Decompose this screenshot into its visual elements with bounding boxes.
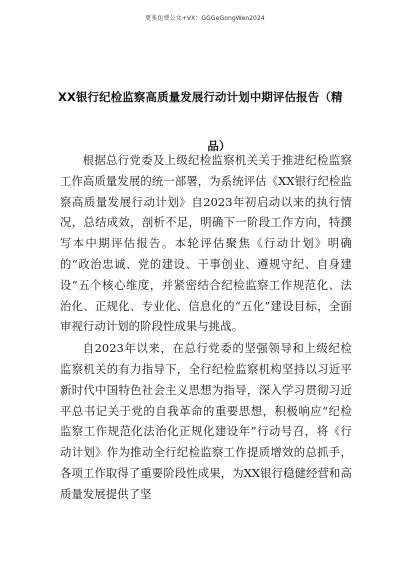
header-watermark-note: 更多免费公文+VX：GGGeGongWen2024	[145, 15, 265, 22]
body-paragraph-2: 自2023年以来，在总行党委的坚强领导和上级纪检监察机关的有力指导下，全行纪检监察机构坚持以习近平新时代中国特色社会主义思想为指导，深入学习贯彻习近平总书记关于党的自我革命的重要思想，积极响应“纪检监察工作规范化法治化正规化建设年”行动号召，将《行动计划》作为推动全行纪检监察工作提质增效的总抓手，各项工作取得了重要阶段性成果，为XX银行稳健经营和高质量发展提供了坚	[60, 342, 352, 501]
body-paragraph-1: 根据总行党委及上级纪检监察机关关于推进纪检监察工作高质量发展的统一部署，为系统评估《XX银行纪检监察高质量发展行动计划》自2023年初启动以来的执行情况，总结成效，剖析不足，明确下一阶段工作方向，特撰写本中期评估报告。本轮评估聚焦《行动计划》明确的“政治忠诚、党的建设、干事创业、遵规守纪、自身建设”五个核心维度，并紧密结合纪检监察工作规范化、法治化、正规化、专业化、信息化的“五化”建设目标，全面审视行动计划的阶段性成果与挑战。	[60, 154, 352, 334]
document-body	[60, 151, 352, 506]
document-title-line-2: 品）	[207, 139, 231, 153]
document-title-line-1: XX银行纪检监察高质量发展行动计划中期评估报告（精	[58, 90, 343, 104]
